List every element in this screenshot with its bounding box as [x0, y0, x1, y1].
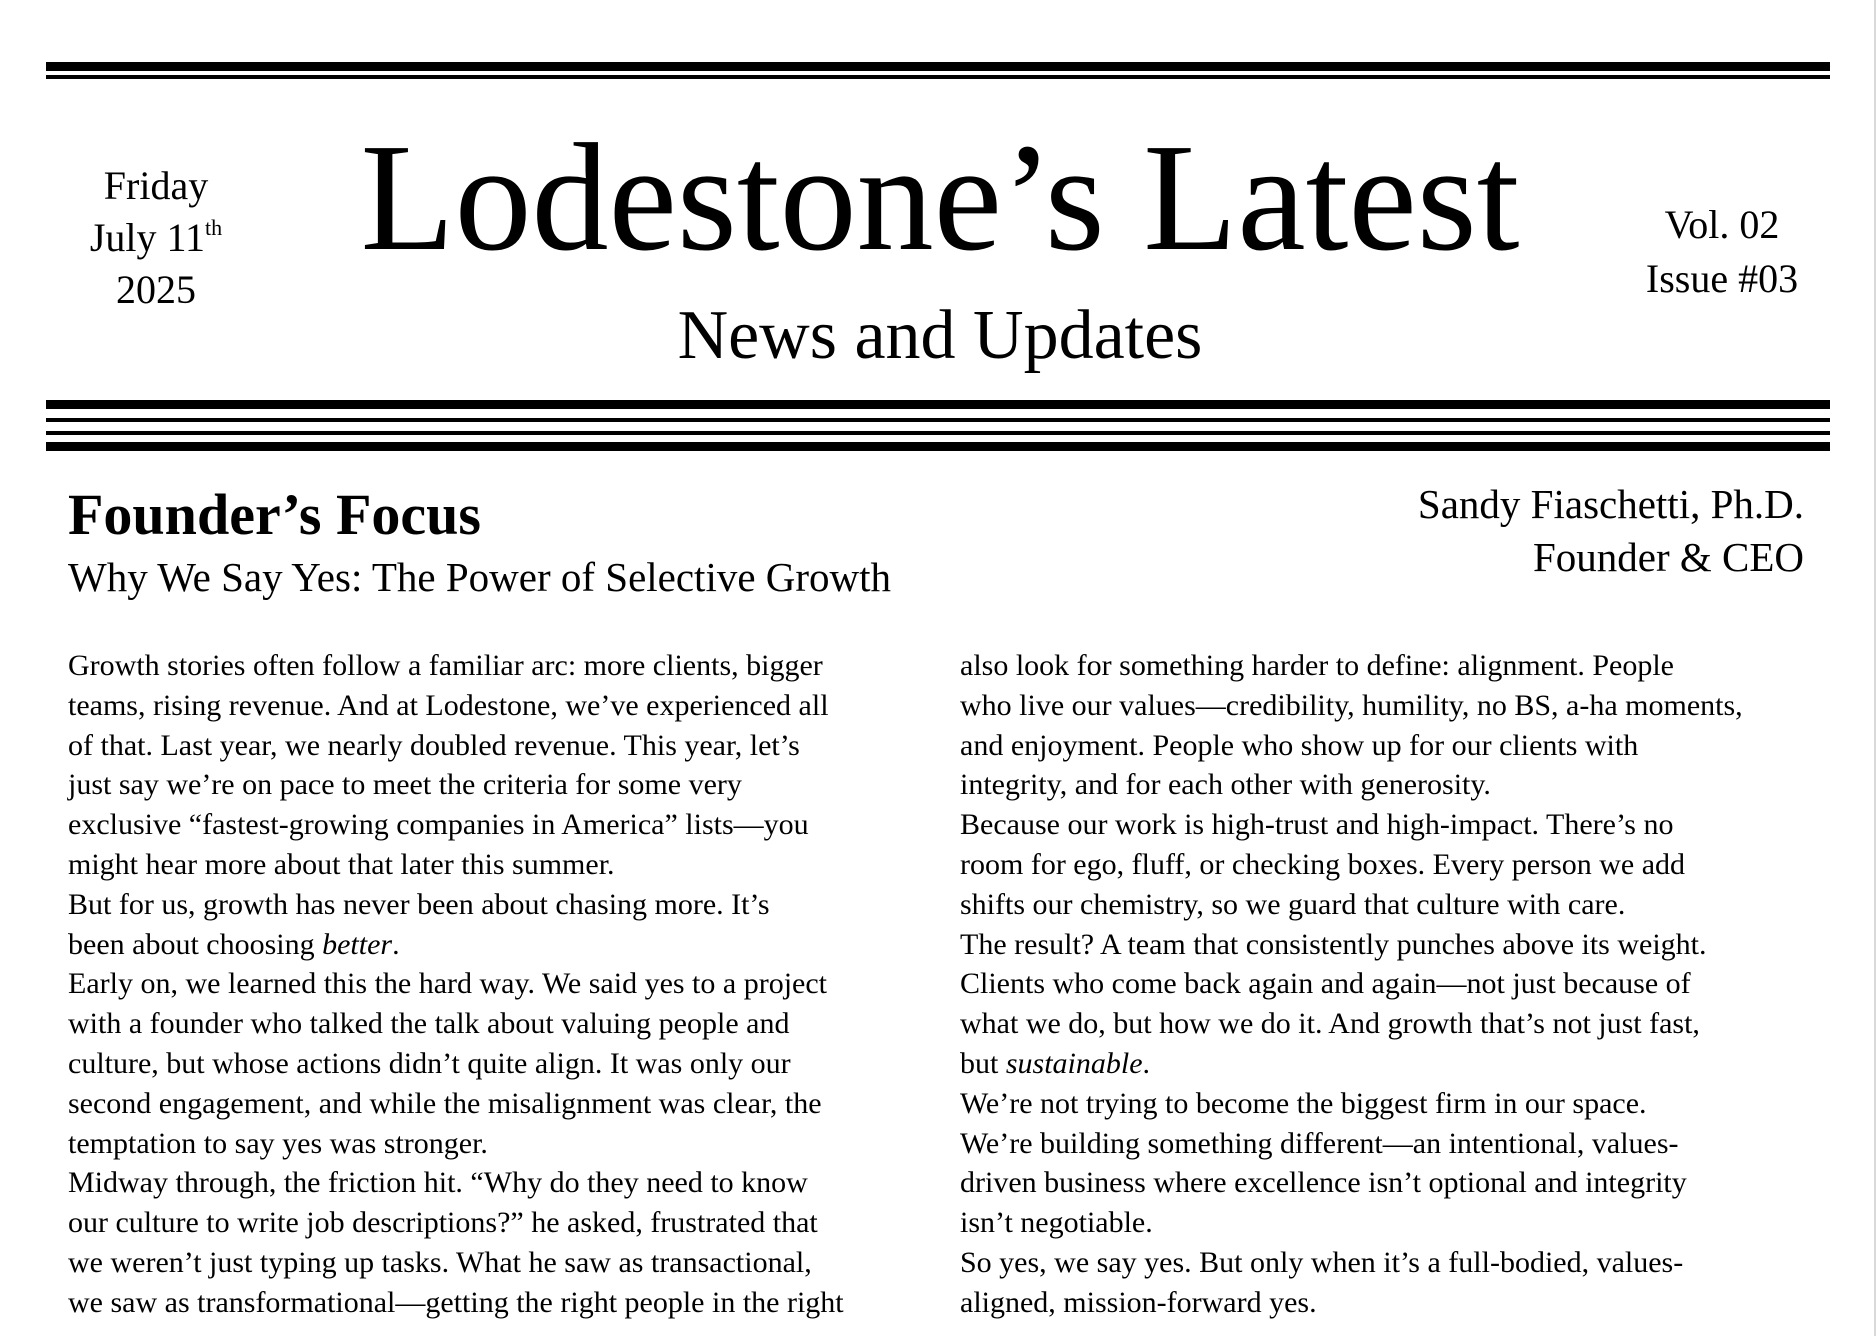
paragraph-line: might hear more about that later this summer.	[68, 847, 615, 881]
author-name: Sandy Fiaschetti, Ph.D.	[1417, 481, 1804, 527]
paragraph-line-end: .	[1142, 1046, 1151, 1080]
paragraph-line: aligned, mission-forward yes.	[960, 1285, 1317, 1319]
emphasis-text: better	[322, 927, 393, 961]
paragraph-line: We’re not trying to become the biggest firm in our space.	[960, 1086, 1647, 1120]
article-paragraph	[68, 646, 918, 885]
paragraph-line: temptation to say yes was stronger.	[68, 1126, 488, 1160]
article-paragraph	[68, 885, 918, 965]
article-right-column	[960, 646, 1810, 1323]
paragraph-line: Clients who come back again and again—not just because of	[960, 967, 1691, 1001]
article-paragraph	[960, 646, 1810, 805]
author-title: Founder & CEO	[1532, 534, 1804, 580]
paragraph-line: and enjoyment. People who show up for our clients with	[960, 728, 1639, 762]
issue-date	[56, 160, 256, 316]
bottom-rule-thick	[46, 400, 1830, 409]
issue-date-suffix: th	[205, 215, 223, 240]
paragraph-line: been about choosing	[68, 927, 323, 961]
paragraph-line: what we do, but how we do it. And growth that’s not just fast,	[960, 1007, 1700, 1041]
volume-number: Vol. 02	[1664, 202, 1780, 247]
paragraph-line: So yes, we say yes. But only when it’s a full-bodied, values-	[960, 1245, 1684, 1279]
newsletter-subtitle: News and Updates	[677, 297, 1203, 374]
article-paragraph	[960, 1124, 1810, 1243]
paragraph-line: our culture to write job descriptions?” he asked, frustrated that	[68, 1206, 818, 1240]
paragraph-line: also look for something harder to define: alignment. People	[960, 649, 1674, 682]
paragraph-line: culture, but whose actions didn’t quite align. It was only our	[68, 1046, 791, 1080]
issue-year: 2025	[116, 267, 196, 312]
article-paragraph	[960, 925, 1810, 1084]
paragraph-line: The result? A team that consistently punches above its weight.	[960, 927, 1707, 961]
article-paragraph	[68, 1163, 918, 1322]
paragraph-line: teams, rising revenue. And at Lodestone, we’ve experienced all	[68, 688, 829, 722]
paragraph-line: room for ego, fluff, or checking boxes. Every person we add	[960, 847, 1686, 881]
bottom-rule-thin-1	[46, 418, 1830, 422]
paragraph-line: Midway through, the friction hit. “Why do they need to know	[68, 1166, 808, 1200]
issue-weekday: Friday	[103, 163, 209, 208]
paragraph-line: second engagement, and while the misalignment was clear, the	[68, 1086, 822, 1120]
issue-month-day-text: July 11	[89, 215, 206, 260]
paragraph-line: with a founder who talked the talk about valuing people and	[68, 1007, 790, 1041]
paragraph-line: isn’t negotiable.	[960, 1206, 1153, 1240]
emphasis-text: sustainable	[1005, 1046, 1143, 1080]
top-rule-thin	[46, 75, 1830, 79]
paragraph-line: we saw as transformational—getting the right people in the right	[68, 1285, 844, 1319]
article-headline: Why We Say Yes: The Power of Selective Growth	[68, 554, 892, 600]
section-title: Founder’s Focus	[68, 482, 481, 547]
byline	[1418, 478, 1804, 584]
issue-month-day	[56, 212, 256, 264]
issue-number: Issue #03	[1645, 256, 1799, 301]
article-paragraph	[68, 964, 918, 1163]
paragraph-line: but	[960, 1046, 1006, 1080]
paragraph-line-end: .	[392, 927, 400, 961]
paragraph-line: driven business where excellence isn’t optional and integrity	[960, 1166, 1687, 1200]
top-rule-thick	[46, 62, 1830, 71]
article-paragraph	[960, 1084, 1810, 1124]
paragraph-line: exclusive “fastest-growing companies in America” lists—you	[68, 808, 809, 842]
paragraph-line: We’re building something different—an intentional, values-	[960, 1126, 1679, 1160]
article-left-column	[68, 646, 918, 1323]
paragraph-line: Because our work is high-trust and high-impact. There’s no	[960, 808, 1674, 842]
paragraph-line: who live our values—credibility, humility, no BS, a-ha moments,	[960, 688, 1743, 722]
volume-issue	[1600, 198, 1844, 306]
paragraph-line: shifts our chemistry, so we guard that culture with care.	[960, 887, 1626, 921]
paragraph-line: integrity, and for each other with generosity.	[960, 768, 1491, 802]
paragraph-line: But for us, growth has never been about chasing more. It’s	[68, 887, 770, 921]
paragraph-line: just say we’re on pace to meet the criteria for some very	[68, 768, 742, 802]
bottom-rule-thin-2	[46, 431, 1830, 435]
newsletter-title: Lodestone’s Latest	[360, 113, 1520, 283]
paragraph-line: we weren’t just typing up tasks. What he saw as transactional,	[68, 1245, 812, 1279]
paragraph-line: Growth stories often follow a familiar arc: more clients, bigger	[68, 649, 823, 682]
paragraph-line: Early on, we learned this the hard way. We said yes to a project	[68, 967, 827, 1001]
paragraph-line: of that. Last year, we nearly doubled revenue. This year, let’s	[68, 728, 800, 762]
bottom-rule-thick-2	[46, 442, 1830, 451]
article-paragraph	[960, 1243, 1810, 1323]
article-paragraph	[960, 805, 1810, 924]
